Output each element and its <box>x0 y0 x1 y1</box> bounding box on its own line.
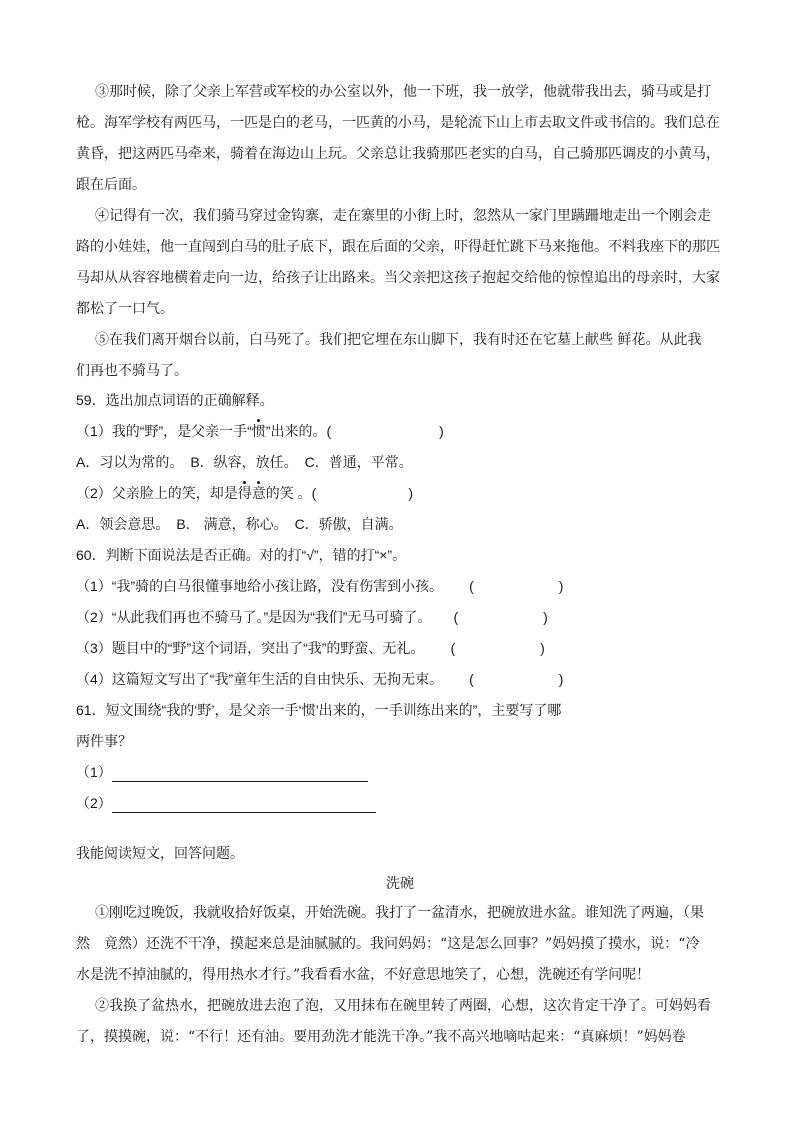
answer-2-label: （2） <box>76 795 112 811</box>
passage2-paragraph-2-line-1: ②我换了盆热水，把碗放进去泡了泡，又用抹布在碗里转了两圈，心想，这次肯定干净了。可妈妈看 <box>95 998 711 1014</box>
question-61-stem-line-2: 两件事？ <box>76 733 132 749</box>
passage2-paragraph-2-line-2: 了，摸摸碗，说：“不行！还有油。要用劲洗才能洗干净。”我不高兴地嘀咕起来：“真麻烦！”妈妈卷 <box>76 1029 686 1045</box>
passage2-paragraph-1-line-3: 水是洗不掉油腻的，得用热水才行。”我看看水盆，不好意思地笑了，心想，洗碗还有学问呢！ <box>76 967 651 983</box>
paragraph-5-line-2: 们再也不骑马了。 <box>76 363 188 379</box>
passage2-paragraph-1-line-1: ①刚吃过晚饭，我就收拾好饭桌，开始洗碗。我打了一盆清水，把碗放进水盆。谁知洗了两遍，（果 <box>95 905 704 921</box>
question-59-sub-2 <box>76 483 413 503</box>
question-60-item-4-close: ) <box>558 671 564 687</box>
dotted-word-de: 得 <box>237 485 252 501</box>
question-60-item-2-text: （2）“从此我们再也不骑马了。”是因为“我们”无马可骑了。 <box>76 609 432 625</box>
question-61-answer-1 <box>76 762 368 782</box>
paragraph-3-line-1: ③那时候，除了父亲上军营或军校的办公室以外，他一下班，我一放学，他就带我出去，骑马或是打 <box>95 84 711 100</box>
passage-title: 洗碗 <box>386 876 414 892</box>
paragraph-3-line-3: 黄昏，把这两匹马牵来，骑着在海边山上玩。父亲总让我骑那匹老实的白马，自己骑那匹调皮的小黄马， <box>76 146 720 162</box>
question-60-item-1-open: ( <box>469 578 474 594</box>
question-60-item-4-text: （4）这篇短文写出了“我”童年生活的自由快乐、无拘无束。 <box>76 671 444 687</box>
reading-intro: 我能阅读短文，回答问题。 <box>76 846 244 862</box>
question-60-item-3-text: （3）题目中的“野”这个词语，突出了“我”的野蛮、无礼。 <box>76 640 425 656</box>
question-59-stem: 59．选出加点词语的正确解释。 <box>76 392 274 408</box>
paragraph-4-line-1: ④记得有一次，我们骑马穿过金钩寨，走在寨里的小街上时，忽然从一家门里蹒跚地走出一个刚会走 <box>95 208 711 224</box>
question-60-item-2 <box>76 607 548 627</box>
answer-1-label: （1） <box>76 764 112 780</box>
question-60-item-1-close: ) <box>558 578 564 594</box>
question-61-stem-line-1: 61．短文围绕“我的‘野’，是父亲一手‘惯’出来的，一手训练出来的”，主要写了哪 <box>76 702 562 718</box>
question-59-sub-1-text-b: ”出来的。( <box>265 423 332 439</box>
answer-line-61-1[interactable] <box>112 766 368 782</box>
dotted-word-yi: 意 <box>251 485 266 501</box>
paragraph-3-line-4: 跟在后面。 <box>76 177 146 193</box>
question-59-sub-2-text-b: 的笑 。( <box>265 485 317 501</box>
question-60-item-2-open: ( <box>453 609 459 625</box>
question-59-sub-1 <box>76 421 444 441</box>
question-60-item-2-close: ) <box>543 609 548 625</box>
question-59-sub-2-text-a: （2）父亲脸上的笑，却是 <box>76 485 238 501</box>
question-60-item-1-text: （1）“我”骑的白马很懂事地给小孩让路，没有伤害到小孩。 <box>76 578 444 594</box>
question-59-sub-1-text-a: （1）我的“野”，是父亲一手“ <box>76 423 252 439</box>
question-59-sub-1-options: A．习以为常的。 B．纵容，放任。 C．普通，平常。 <box>76 454 413 470</box>
question-59-sub-2-options: A．领会意思。 B． 满意，称心。 C．骄傲，自满。 <box>76 516 403 532</box>
paragraph-4-line-3: 马却从从容容地横着走向一边，给孩子让出路来。当父亲把这孩子抱起交给他的惊惶追出的母亲时，大家 <box>76 270 720 286</box>
question-59-sub-2-close: ) <box>408 485 414 501</box>
paragraph-4-line-2: 路的小娃娃，他一直闯到白马的肚子底下，跟在后面的父亲，吓得赶忙跳下马来拖他。不料我座下的那匹 <box>76 239 720 255</box>
question-60-item-3 <box>76 638 545 658</box>
question-60-item-3-open: ( <box>450 640 456 656</box>
passage2-paragraph-1-line-2: 然 竟然）还洗不干净，摸起来总是油腻腻的。我问妈妈：“这是怎么回事？”妈妈摸了摸水，说：“冷 <box>76 936 700 952</box>
question-60-item-1 <box>76 576 563 596</box>
question-60-item-3-close: ) <box>540 640 545 656</box>
paragraph-4-line-4: 都松了一口气。 <box>76 301 174 317</box>
question-60-item-4 <box>76 669 563 689</box>
question-59-sub-1-close: ) <box>439 423 444 439</box>
question-61-answer-2 <box>76 793 376 813</box>
question-60-stem: 60．判断下面说法是否正确。对的打“√”，错的打“×”。 <box>76 547 407 563</box>
paragraph-3-line-2: 枪。海军学校有两匹马，一匹是白的老马，一匹黄的小马，是轮流下山上市去取文件或书信的。我们总在 <box>76 115 720 131</box>
dotted-word-guan: 惯 <box>251 423 266 439</box>
answer-line-61-2[interactable] <box>112 797 376 813</box>
paragraph-5-line-1: ⑤在我们离开烟台以前，白马死了。我们把它埋在东山脚下，我有时还在它墓上献些 鲜花。从此我 <box>95 332 702 348</box>
question-60-item-4-open: ( <box>469 671 474 687</box>
